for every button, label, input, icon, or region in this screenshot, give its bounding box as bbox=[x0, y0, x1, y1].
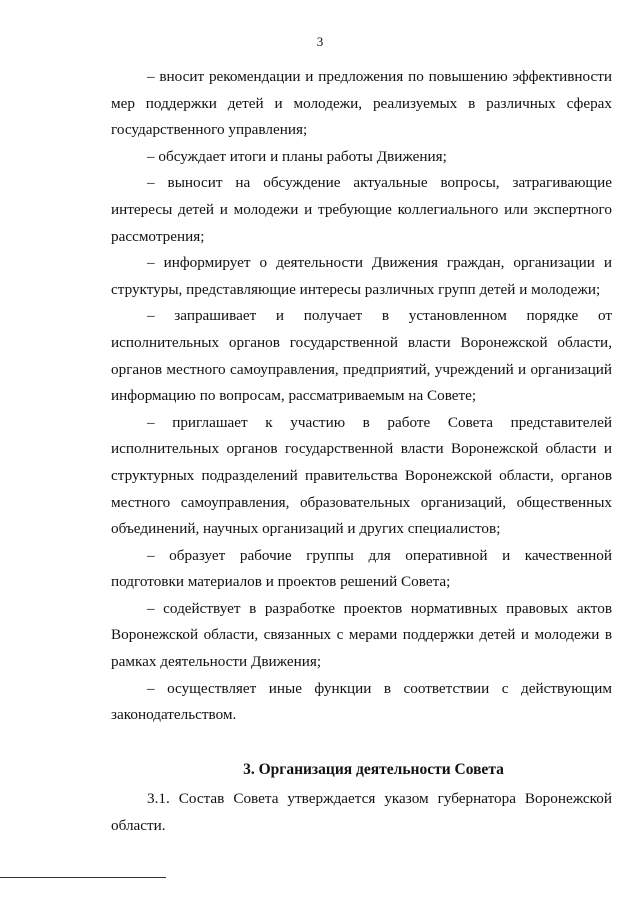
document-body bbox=[111, 64, 612, 840]
paragraph-council-composition: 3.1. Состав Совета утверждается указом губернатора Воронежской области. bbox=[111, 790, 612, 835]
paragraph-working-groups: – образует рабочие группы для оперативной и качественной подготовки материалов и проектов решений Совета; bbox=[111, 546, 612, 591]
page-number: 3 bbox=[316, 34, 324, 49]
paragraph-invites: – приглашает к участию в работе Совета представителей исполнительных органов государственной власти Воронежской области и структурных подразделений правительства Воронежской области, органов местного самоуправления, образовательных организаций, общественных объединений, научных организаций и других специалистов; bbox=[111, 413, 612, 538]
paragraph-informs: – информирует о деятельности Движения граждан, организации и структуры, представляющие интересы различных групп детей и молодежи; bbox=[111, 254, 612, 298]
paragraph-recommendations: – вносит рекомендации и предложения по повышению эффективности мер поддержки детей и молодежи, реализуемых в различных сферах государственного управления; bbox=[111, 68, 612, 139]
paragraph-discussion: – выносит на обсуждение актуальные вопросы, затрагивающие интересы детей и молодежи и требующие коллегиального или экспертного рассмотрения; bbox=[111, 174, 612, 245]
paragraph-requests: – запрашивает и получает в установленном порядке от исполнительных органов государственной власти Воронежской области, органов местного самоуправления, предприятий, учреждений и организаций информацию по вопросам, рассматриваемым на Совете; bbox=[111, 307, 612, 405]
footer-divider bbox=[0, 877, 166, 878]
section-heading: 3. Организация деятельности Совета bbox=[243, 760, 504, 778]
paragraph-results: – обсуждает итоги и планы работы Движения; bbox=[147, 147, 447, 165]
paragraph-other-functions: – осуществляет иные функции в соответствии с действующим законодательством. bbox=[111, 679, 612, 724]
paragraph-legal-acts: – содействует в разработке проектов нормативных правовых актов Воронежской области, связанных с мерами поддержки детей и молодежи в рамках деятельности Движения; bbox=[111, 599, 612, 671]
